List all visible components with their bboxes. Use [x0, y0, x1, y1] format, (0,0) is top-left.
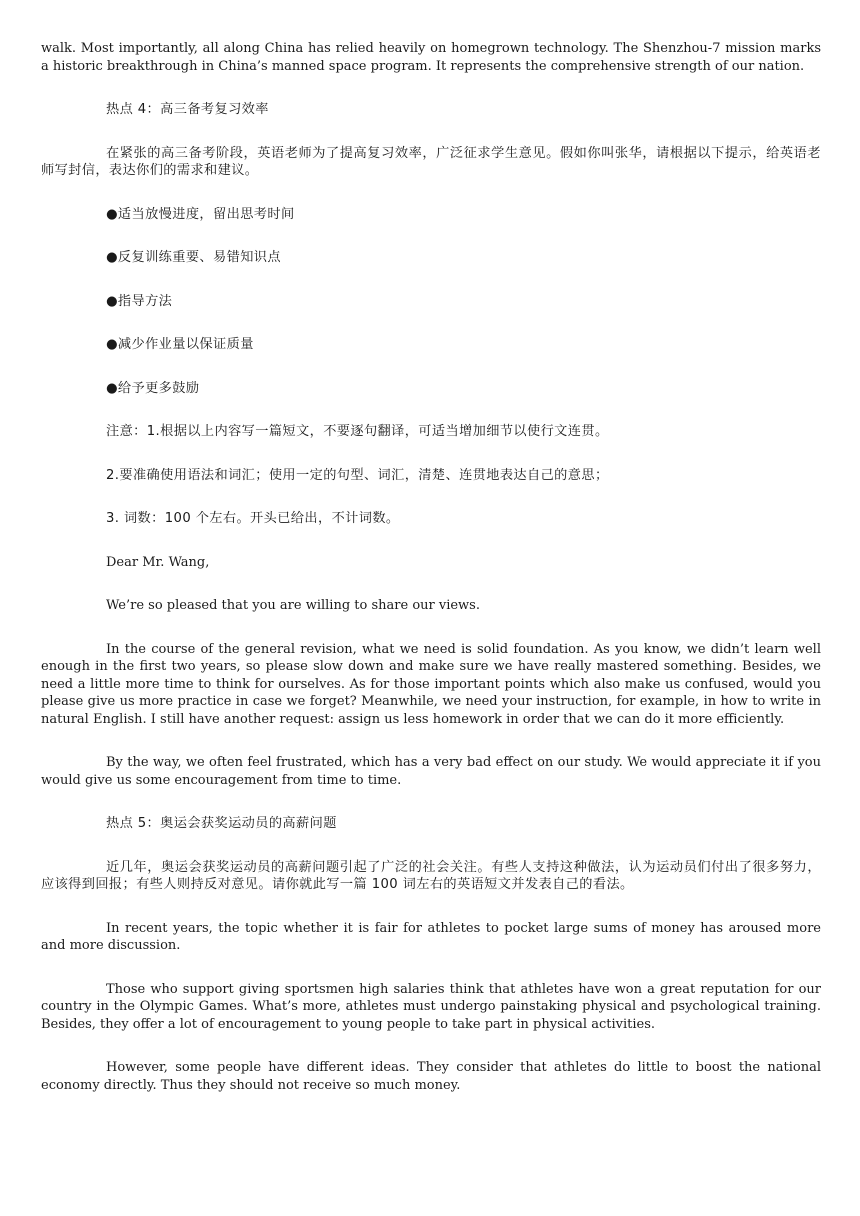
essay-paragraph: Those who support giving sportsmen high salaries think that athletes have won a great reputation for our country in the Olympic Games. What’s more, athletes must undergo painstaking physical and psychological training. Besides, they offer a lot of encouragement to young people to take part in physical activities. — [41, 981, 821, 1032]
letter-paragraph: We’re so pleased that you are willing to share our views. — [106, 598, 480, 613]
heading-hotspot-5: 热点 5：奥运会获奖运动员的高薪问题 — [106, 816, 337, 831]
essay-paragraph: However, some people have different ideas. They consider that athletes do little to boost the national economy directly. Thus they should not receive so much money. — [41, 1060, 821, 1093]
note-item: 2.要准确使用语法和词汇；使用一定的句型、词汇，清楚、连贯地表达自己的意思； — [106, 467, 609, 483]
note-item: 3. 词数：100 个左右。开头已给出，不计词数。 — [106, 511, 400, 526]
essay-paragraph: In recent years, the topic whether it is fair for athletes to pocket large sums of money has aroused more and more discussion. — [41, 920, 821, 953]
bullet-item: ●减少作业量以保证质量 — [106, 337, 254, 352]
heading-hotspot-4: 热点 4：高三备考复习效率 — [106, 102, 269, 117]
document-page — [41, 40, 821, 1120]
letter-salutation: Dear Mr. Wang, — [106, 554, 210, 570]
bullet-item: ●适当放慢进度，留出思考时间 — [106, 206, 295, 222]
task-description: 近几年，奥运会获奖运动员的高薪问题引起了广泛的社会关注。有些人支持这种做法，认为运动员们付出了很多努力，应该得到回报；有些人则持反对意见。请你就此写一篇 100 词左右的英语短文并发表自己的看法。 — [41, 859, 821, 892]
paragraph-continuation: walk. Most importantly, all along China has relied heavily on homegrown technology. The Shenzhou-7 mission marks a historic breakthrough in China’s manned space program. It represents the comprehensive strength of our nation. — [41, 41, 821, 74]
bullet-item: ●给予更多鼓励 — [106, 380, 200, 396]
letter-paragraph: In the course of the general revision, what we need is solid foundation. As you know, we didn’t learn well enough in the first two years, so please slow down and make sure we have really mastered something. Besides, we need a little more time to think for ourselves. As for those important points which also make us confused, would you please give us more practice in case we forget? Meanwhile, we need your instruction, for example, in how to write in natural English. I still have another request: assign us less homework in order that we can do it more efficiently. — [41, 641, 821, 727]
bullet-item: ●指导方法 — [106, 293, 173, 309]
task-description: 在紧张的高三备考阶段，英语老师为了提高复习效率，广泛征求学生意见。假如你叫张华，请根据以下提示，给英语老师写封信，表达你们的需求和建议。 — [41, 145, 821, 178]
note-item: 注意：1.根据以上内容写一篇短文，不要逐句翻译，可适当增加细节以使行文连贯。 — [106, 424, 609, 439]
letter-paragraph: By the way, we often feel frustrated, which has a very bad effect on our study. We would appreciate it if you would give us some encouragement from time to time. — [41, 755, 821, 788]
bullet-item: ●反复训练重要、易错知识点 — [106, 250, 281, 265]
